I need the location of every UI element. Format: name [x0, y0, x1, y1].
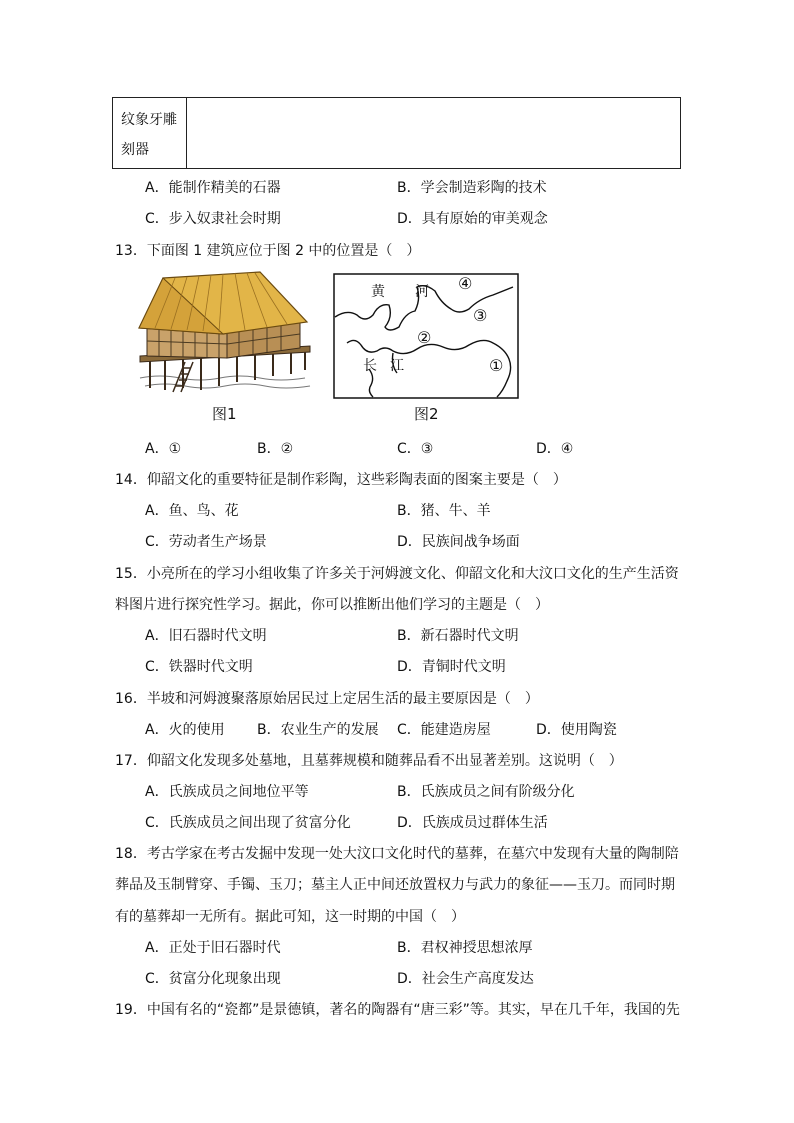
q18-option-d[interactable]: D．社会生产高度发达 [397, 971, 534, 987]
q13-option-a[interactable]: A．① [145, 441, 182, 457]
q14-option-c[interactable]: C．劳动者生产场景 [145, 534, 267, 550]
q13-stem: 13．下面图 1 建筑应位于图 2 中的位置是（ ） [115, 243, 421, 259]
q16-option-d[interactable]: D．使用陶瓷 [536, 722, 617, 738]
map-marker-1: ① [489, 356, 504, 375]
map-label-jiang: 江 [390, 358, 404, 374]
q14-option-a[interactable]: A．鱼、鸟、花 [145, 503, 239, 519]
map-label-he: 河 [415, 284, 429, 300]
q12-option-c[interactable]: C．步入奴隶社会时期 [145, 211, 281, 227]
q16-option-b[interactable]: B．农业生产的发展 [257, 722, 379, 738]
q14-option-d[interactable]: D．民族间战争场面 [397, 534, 520, 550]
q16-stem: 16．半坡和河姆渡聚落原始居民过上定居生活的最主要原因是（ ） [115, 691, 539, 707]
q14-stem: 14．仰韶文化的重要特征是制作彩陶，这些彩陶表面的图案主要是（ ） [115, 472, 567, 488]
q14-option-b[interactable]: B．猪、牛、羊 [397, 503, 491, 519]
table-divider [186, 98, 187, 168]
q12-option-d[interactable]: D．具有原始的审美观念 [397, 211, 548, 227]
q13-option-d[interactable]: D．④ [536, 441, 574, 457]
map-marker-4: ④ [458, 274, 473, 293]
q18-option-c[interactable]: C．贫富分化现象出现 [145, 971, 281, 987]
q12-option-b[interactable]: B．学会制造彩陶的技术 [397, 180, 547, 196]
map-label-huang: 黄 [371, 284, 385, 300]
q15-option-a[interactable]: A．旧石器时代文明 [145, 628, 267, 644]
q13-option-c[interactable]: C．③ [397, 441, 434, 457]
table-cell-line2: 刻器 [121, 142, 149, 158]
q18-stem-line3: 有的墓葬却一无所有。据此可知，这一时期的中国（ ） [115, 909, 465, 925]
stilt-house-figure [135, 270, 315, 400]
q19-stem-line1: 19．中国有名的“瓷都”是景德镇，著名的陶器有“唐三彩”等。其实，早在几千年，我国的先 [115, 1002, 680, 1018]
q16-option-c[interactable]: C．能建造房屋 [397, 722, 491, 738]
q18-option-a[interactable]: A．正处于旧石器时代 [145, 940, 281, 956]
q17-option-c[interactable]: C．氏族成员之间出现了贫富分化 [145, 815, 351, 831]
q18-stem-line1: 18．考古学家在考古发掘中发现一处大汶口文化时代的墓葬，在墓穴中发现有大量的陶制陪 [115, 846, 679, 862]
q18-stem-line2: 葬品及玉制臂穿、手镯、玉刀；墓主人正中间还放置权力与武力的象征——玉刀。而同时期 [115, 877, 675, 893]
q15-option-b[interactable]: B．新石器时代文明 [397, 628, 519, 644]
map-label-chang: 长 [363, 358, 377, 374]
q17-option-a[interactable]: A．氏族成员之间地位平等 [145, 784, 309, 800]
table-cell-line1: 纹象牙雕 [121, 112, 177, 128]
q12-option-a[interactable]: A．能制作精美的石器 [145, 180, 281, 196]
q17-option-b[interactable]: B．氏族成员之间有阶级分化 [397, 784, 575, 800]
q17-stem: 17．仰韶文化发现多处墓地，且墓葬规模和随葬品看不出显著差别。这说明（ ） [115, 753, 623, 769]
q15-option-d[interactable]: D．青铜时代文明 [397, 659, 506, 675]
q17-option-d[interactable]: D．氏族成员过群体生活 [397, 815, 548, 831]
q18-option-b[interactable]: B．君权神授思想浓厚 [397, 940, 533, 956]
q13-option-b[interactable]: B．② [257, 441, 294, 457]
map-marker-2: ② [417, 328, 432, 347]
map-marker-3: ③ [473, 306, 488, 325]
figure1-label: 图1 [212, 405, 237, 423]
q15-stem-line1: 15．小亮所在的学习小组收集了许多关于河姆渡文化、仰韶文化和大汶口文化的生产生活资 [115, 566, 679, 582]
q16-option-a[interactable]: A．火的使用 [145, 722, 225, 738]
q15-stem-line2: 料图片进行探究性学习。据此，你可以推断出他们学习的主题是（ ） [115, 597, 549, 613]
figure2-label: 图2 [414, 405, 439, 423]
table-fragment [112, 97, 681, 169]
river-map-figure [333, 273, 519, 399]
q15-option-c[interactable]: C．铁器时代文明 [145, 659, 253, 675]
